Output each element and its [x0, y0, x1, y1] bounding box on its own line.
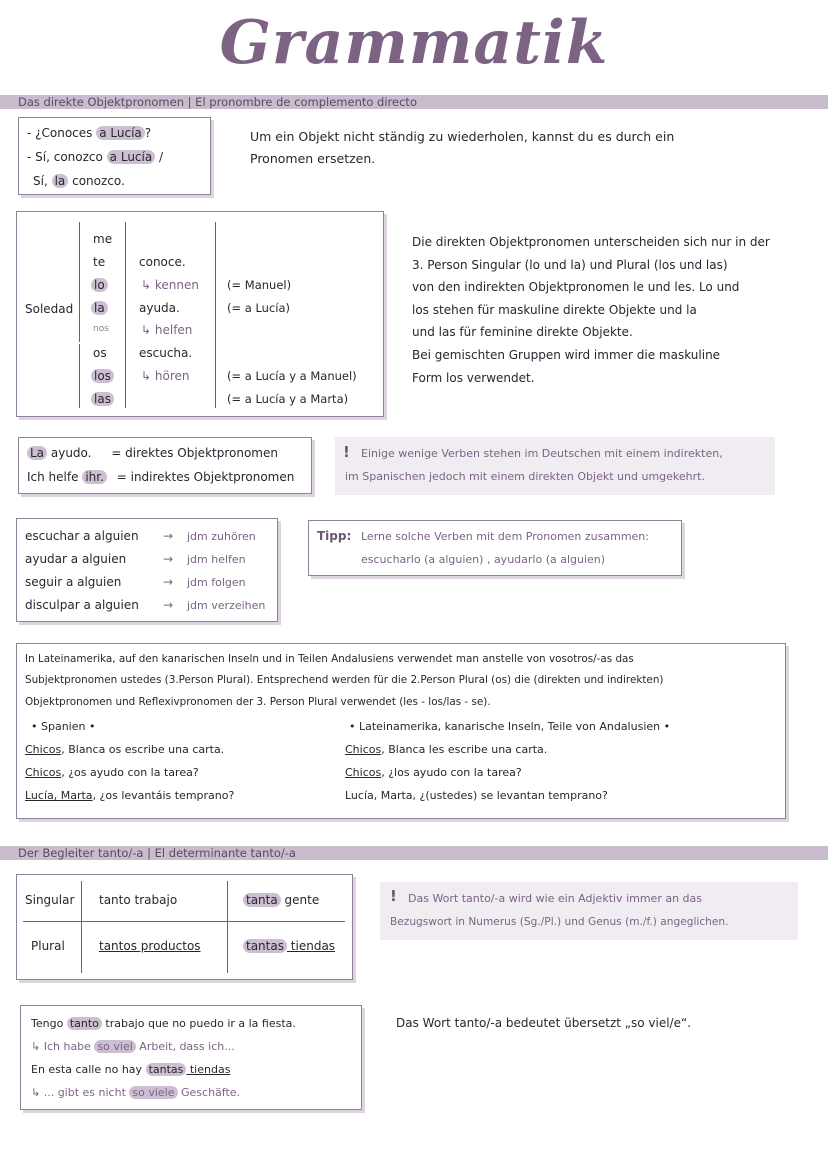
col-head-spain: • Spanien •	[31, 720, 96, 733]
verb-translation: jdm zuhören	[187, 530, 256, 543]
latam-example: Chicos, Blanca les escribe una carta.	[345, 743, 548, 756]
example-translation: ↳ Ich habe so viel Arbeit, dass ich...	[31, 1040, 235, 1053]
tanto-plural-f: tantas tiendas	[243, 939, 335, 953]
verb-hoeren: ↳ hören	[141, 369, 190, 383]
note-line: Das Wort tanto/-a wird wie ein Adjektiv immer an das	[408, 892, 703, 905]
spain-example: Lucía, Marta, ¿os levantáis temprano?	[25, 789, 235, 802]
exclamation-icon: !	[343, 443, 350, 461]
explanation-line: Form los verwendet.	[412, 370, 535, 385]
compare-row-indirect: Ich helfe ihr. = indirektes Objektpronomen	[27, 470, 295, 484]
verbs-list-box	[16, 518, 278, 622]
tanto-singular-f: tanta gente	[243, 893, 319, 907]
verb-translation: jdm helfen	[187, 553, 246, 566]
ref-lucia-manuel: (= a Lucía y a Manuel)	[227, 369, 357, 383]
explanation-line: los stehen für maskuline direkte Objekte und la	[412, 302, 697, 317]
example-sentence: En esta calle no hay tantas tiendas	[31, 1063, 231, 1076]
arrow-icon: →	[163, 552, 174, 566]
tanto-table	[16, 874, 353, 980]
ref-lucia-marta: (= a Lucía y a Marta)	[227, 392, 349, 406]
intro-line: Pronomen ersetzen.	[250, 151, 376, 166]
example-question: - ¿Conoces a Lucía ?	[27, 126, 152, 140]
pronoun-me: me	[93, 232, 113, 246]
verb-row: ayudar a alguien	[25, 552, 127, 566]
latam-para-line: In Lateinamerika, auf den kanarischen Inseln und in Teilen Andalusiens verwendet man anstelle von vosotros/-as das	[25, 653, 634, 665]
note-line: Bezugswort in Numerus (Sg./Pl.) und Genus (m./f.) angeglichen.	[390, 916, 729, 928]
section-header-objektpronomen: Das direkte Objektpronomen | El pronombre de complemento directo	[0, 95, 828, 109]
arrow-icon: →	[163, 575, 174, 589]
note-line: im Spanischen jedoch mit einem direkten Objekt und umgekehrt.	[345, 470, 705, 483]
verb-row: escuchar a alguien	[25, 529, 139, 543]
pronoun-os: os	[93, 346, 107, 360]
row-label-plural: Plural	[31, 939, 65, 953]
table-divider	[79, 222, 80, 342]
example-sentence: Tengo tanto trabajo que no puedo ir a la fiesta.	[31, 1017, 296, 1030]
arrow-icon: →	[163, 529, 174, 543]
tip-label: Tipp:	[317, 529, 352, 543]
explanation-text	[412, 231, 770, 389]
latam-box	[16, 643, 786, 819]
verb-row: seguir a alguien	[25, 575, 122, 589]
intro-text	[250, 126, 674, 170]
example-answer-pronoun: Sí, la conozco.	[33, 174, 125, 188]
tanto-examples-box	[20, 1005, 362, 1110]
verb-kennen: ↳ kennen	[141, 278, 199, 292]
explanation-line: Bei gemischten Gruppen wird immer die maskuline	[412, 347, 721, 362]
tanto-singular-m: tanto trabajo	[99, 893, 178, 907]
pronoun-las: las	[91, 392, 114, 406]
verb-translation: jdm folgen	[187, 576, 246, 589]
tip-line: escucharlo (a alguien) , ayudarlo (a alguien)	[361, 553, 606, 566]
col-head-latam: • Lateinamerika, kanarische Inseln, Teile von Andalusien •	[349, 720, 671, 733]
table-divider	[81, 881, 82, 973]
pronoun-lo: lo	[91, 278, 108, 292]
verb-translation: jdm verzeihen	[187, 599, 266, 612]
table-divider	[79, 344, 80, 408]
note-box	[335, 437, 775, 495]
tanto-plural-m: tantos productos	[99, 939, 201, 953]
page-title: Grammatik	[219, 8, 609, 78]
explanation-line: Die direkten Objektpronomen unterscheiden sich nur in der	[412, 235, 770, 249]
latam-example: Chicos, ¿los ayudo con la tarea?	[345, 766, 522, 779]
latam-para-line: Objektpronomen und Reflexivpronomen der 3. Person Plural verwendet (les - los/las - se).	[25, 696, 491, 708]
ref-lucia: (= a Lucía)	[227, 301, 291, 315]
verb-helfen: ↳ helfen	[141, 323, 193, 337]
pronoun-nos: nos	[93, 324, 109, 334]
note-line: Einige wenige Verben stehen im Deutschen mit einem indirekten,	[361, 447, 723, 460]
compare-row-direct: La ayudo. = direktes Objektpronomen	[27, 446, 278, 460]
explanation-line: von den indirekten Objektpronomen le und les. Lo und	[412, 280, 740, 295]
example-answer: - Sí, conozco a Lucía /	[27, 150, 164, 164]
tip-box	[308, 520, 682, 576]
table-subject: Soledad	[25, 302, 74, 316]
compare-box	[18, 437, 312, 494]
example-translation: ↳ ... gibt es nicht so viele Geschäfte.	[31, 1086, 241, 1099]
pronoun-la: la	[91, 301, 108, 315]
latam-para-line: Subjektpronomen ustedes (3.Person Plural). Entsprechend werden für die 2.Person Plural (os) die (direkten und indirekten)	[25, 674, 664, 686]
pronoun-te: te	[93, 255, 106, 269]
table-divider	[215, 222, 216, 408]
arrow-icon: →	[163, 598, 174, 612]
tanto-meaning: Das Wort tanto/-a bedeutet übersetzt „so viel/e“.	[396, 1016, 692, 1030]
explanation-line: 3. Person Singular (lo und la) und Plural (los und las)	[412, 257, 728, 272]
table-divider	[125, 222, 126, 408]
pronoun-los: los	[91, 369, 114, 383]
section-header-tanto: Der Begleiter tanto/-a | El determinante tanto/-a	[0, 846, 828, 860]
explanation-line: und las für feminine direkte Objekte.	[412, 325, 633, 340]
intro-line: Um ein Objekt nicht ständig zu wiederholen, kannst du es durch ein	[250, 129, 675, 144]
ref-manuel: (= Manuel)	[227, 278, 292, 292]
latam-example: Lucía, Marta, ¿(ustedes) se levantan temprano?	[345, 789, 608, 802]
verb-escucha: escucha.	[139, 346, 193, 360]
verb-conoce: conoce.	[139, 255, 186, 269]
verb-row: disculpar a alguien	[25, 598, 139, 612]
verb-ayuda: ayuda.	[139, 301, 180, 315]
table-divider	[23, 921, 345, 922]
table-divider	[227, 881, 228, 973]
spain-example: Chicos, ¿os ayudo con la tarea?	[25, 766, 199, 779]
pronoun-table	[16, 211, 384, 417]
tanto-note-box	[380, 882, 798, 940]
spain-example: Chicos, Blanca os escribe una carta.	[25, 743, 225, 756]
example-box	[18, 117, 211, 195]
tip-line: Lerne solche Verben mit dem Pronomen zusammen:	[361, 530, 649, 543]
row-label-singular: Singular	[25, 893, 75, 907]
exclamation-icon: !	[390, 887, 397, 905]
